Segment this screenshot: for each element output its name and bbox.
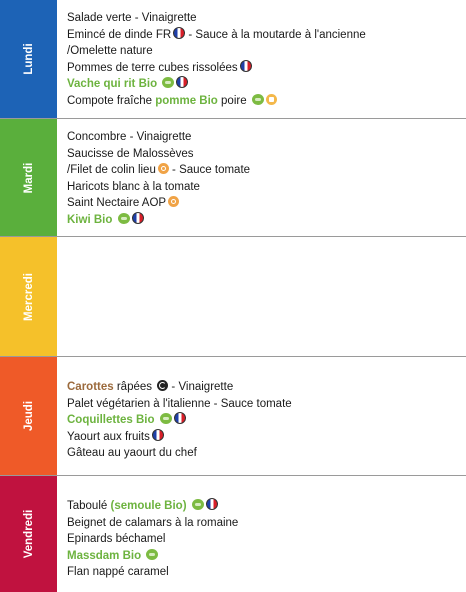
day-vendredi xyxy=(0,476,466,592)
day-lundi xyxy=(0,0,466,119)
menu-item: Haricots blanc à la tomate xyxy=(67,180,200,193)
menu-item: Flan nappé caramel xyxy=(67,566,169,578)
menu-item: Epinards béchamel xyxy=(67,533,166,545)
menu-item: /Filet de colin lieu - Sauce tomate xyxy=(67,164,251,176)
menu-item: Coquillettes Bio xyxy=(67,412,466,429)
bio-label-icon xyxy=(192,499,204,510)
menu-item: Beignet de calamars à la romaine xyxy=(67,516,239,529)
france-flag-icon xyxy=(206,498,218,510)
france-flag-icon xyxy=(132,212,144,224)
menu-item: Saint Nectaire AOP xyxy=(67,195,466,212)
bio-label-icon xyxy=(146,549,158,560)
france-flag-icon xyxy=(174,412,186,424)
menu-item: Salade verte - Vinaigrette xyxy=(67,12,197,24)
menu-items xyxy=(57,119,466,236)
menu-item: Pommes de terre cubes rissolées xyxy=(67,60,466,77)
day-label: Vendredi xyxy=(22,509,35,559)
menu-item: Palet végétarien à l'italienne - Sauce tomate xyxy=(67,397,292,410)
menu-item: Massdam Bio xyxy=(67,548,466,565)
france-flag-icon xyxy=(152,429,164,441)
day-band-lundi xyxy=(0,0,57,118)
france-flag-icon xyxy=(173,27,185,39)
menu-item: Saucisse de Malossèves xyxy=(67,147,194,160)
day-label: Mardi xyxy=(22,162,35,193)
day-band-mercredi xyxy=(0,237,57,356)
day-label: Jeudi xyxy=(22,400,35,432)
bio-label-icon xyxy=(162,77,174,88)
day-band-jeudi xyxy=(0,357,57,475)
france-flag-icon xyxy=(176,76,188,88)
menu-items xyxy=(57,0,466,118)
seasonal-icon xyxy=(157,380,168,391)
menu-item: Vache qui rit Bio xyxy=(67,76,466,93)
day-band-vendredi xyxy=(0,476,57,592)
bio-label-icon xyxy=(118,213,130,224)
day-band-mardi xyxy=(0,119,57,236)
menu-item: /Omelette nature xyxy=(67,45,153,57)
menu-item: Carottes râpées - Vinaigrette xyxy=(67,381,234,393)
local-product-icon xyxy=(168,196,179,207)
menu-item: Gâteau au yaourt du chef xyxy=(67,447,197,459)
menu-item: Compote fraîche pomme Bio poire xyxy=(67,93,466,110)
day-mardi xyxy=(0,119,466,237)
menu-items xyxy=(57,357,466,475)
homemade-icon xyxy=(266,94,277,105)
menu-items xyxy=(57,237,466,356)
menu-item: Taboulé (semoule Bio) xyxy=(67,498,466,515)
menu-item: Yaourt aux fruits xyxy=(67,429,466,446)
day-mercredi xyxy=(0,237,466,357)
menu-item: Kiwi Bio xyxy=(67,212,466,229)
menu-item: Emincé de dinde FR - Sauce à la moutarde à l'ancienne xyxy=(67,28,366,41)
france-flag-icon xyxy=(240,60,252,72)
bio-label-icon xyxy=(160,413,172,424)
local-product-icon xyxy=(158,163,169,174)
bio-label-icon xyxy=(252,94,264,105)
day-label: Mercredi xyxy=(22,272,35,321)
menu-item: Concombre - Vinaigrette xyxy=(67,131,192,143)
menu-items xyxy=(57,476,466,592)
day-label: Lundi xyxy=(22,43,35,75)
day-jeudi xyxy=(0,357,466,476)
